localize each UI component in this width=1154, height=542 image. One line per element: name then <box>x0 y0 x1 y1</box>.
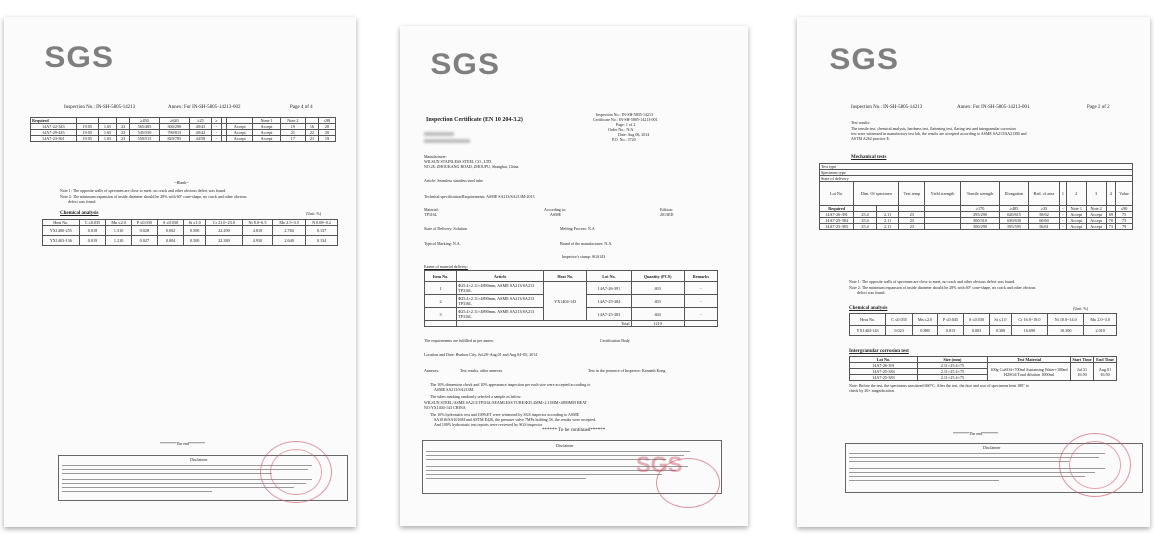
table-row: 3 Φ25.4×2.11×4890mm, ASME SA213/SA213 TP316L 14A7-25-383 404 - <box>425 308 718 321</box>
test-results-label: Test results: <box>851 120 871 125</box>
blank-marker: --Blank-- <box>174 180 189 185</box>
manufacturer-label: Manufacturer: <box>424 154 447 159</box>
material-value: TP316L <box>424 212 438 217</box>
bullet-3: The 10% hydrostatic test and 100%ET were witnessed by SGS inspector according to ASME <box>430 412 580 417</box>
table-row: 1 Φ25.4×2.11×4890mm, ASME SA213/SA213 TP316L YX1404-143 14A7-26-391 403 - <box>425 282 718 295</box>
sgs-logo: SGS <box>430 48 501 81</box>
certificate-number: Certificate No.: IN-SH-5805-14213-001 <box>593 117 658 122</box>
table-row: Required ≥450 ≥620 ≥25 ≥ None 1 Note 2 ≤98 <box>31 118 336 124</box>
certificate-date: Date: Aug 06, 2014 <box>618 132 650 137</box>
note-1: Note 1: The opposite walls of specimen are close to meet, no crack and other obvious defect was found. <box>60 188 227 193</box>
table-row: YX1400-255 0.018 1.310 0.028 0.002 0.500 22.290 4.810 2.760 0.137 <box>43 226 338 236</box>
chemical-analysis-title: Chemical analysis <box>849 306 888 311</box>
table-row: Test type <box>820 164 1133 170</box>
table-row: YX1403-136 0.019 1.210 0.027 0.004 0.500 22.380 4.930 2.640 0.134 <box>43 236 338 246</box>
manufacturer-address: NO.26. ZHOUKANG ROAD, ZHOUPU, Shanghai, China <box>424 164 519 169</box>
certificate-page-4 <box>4 17 356 527</box>
certificate-page-1 <box>400 26 748 526</box>
bullet-2-marking: WILSUN STEEL/ASME SA213/TP316L/SEAMLESS TUBE/Φ25.4MM×2.11MM×4890MM HEAT <box>424 400 588 405</box>
inspector-presence: Test in the presence of Inspector: Kenneth Kong <box>588 368 666 373</box>
table-row: Specimen type <box>820 170 1133 176</box>
inspection-number: Inspection No.: IN-SH-5805-14213 <box>851 105 923 110</box>
po-number: P.O. No.: 3720 <box>612 137 636 142</box>
extent-label: Extent of material delivery: <box>424 264 469 269</box>
table-row: Item No. Article Heat No. Lot No. Quantity (PCS) Remarks <box>425 271 718 282</box>
note-2-cont: defect was found. <box>857 290 886 295</box>
inspection-stamp <box>656 458 720 508</box>
bullet-2-marking-cont: NO:YX1404-143 CHINA <box>424 405 466 410</box>
certificate-title: Inspection Certificate (EN 10 204-3.2) <box>426 117 523 123</box>
redacted-text <box>424 139 470 143</box>
table-row: 14A7-25-383 25.4 2.11 23 300/290 595/595 56/61 - Accept Accept 73 79 <box>820 224 1133 230</box>
delivery-table <box>424 270 718 327</box>
inspector-stamp: Inspector's stamp: SGS143 <box>562 254 606 259</box>
inspection-number: Inspection No.: IN-SH-5805-14213 <box>64 105 136 110</box>
table-row: Total 1210 <box>425 321 718 327</box>
test-results-line-1: The tensile test, chemical analysis, hardness test, flattening test, flaring test and intergranular corrosion <box>851 126 1016 131</box>
end-marker: ********The end******** <box>160 441 205 446</box>
intergranular-title: Intergranular corrosion test <box>849 349 909 354</box>
bullet-3-cont: SA1016/SA1016M and ASTM E426, the pressure valve 7MPa holding 5S, the results were accepted. <box>434 417 596 422</box>
annexes-label: Annexes: <box>424 368 440 373</box>
chemical-table <box>849 313 1117 336</box>
page-number: Page 2 of 2 <box>1087 105 1110 110</box>
table-row: Lot No. Dim. Of specimen Test temp Yield strength Tensile strength Elongation Red. of area 1 2 3 4 Value <box>820 182 1133 206</box>
certification-body: Certification Body <box>600 338 630 343</box>
table-row: Required ≥170 ≥485 ≥35 - Note 1 Note 2 ≤90 <box>820 206 1133 212</box>
table-row: 14A7-29-425 19.05 1.65 23 545/550 790/815 40/42 - Accept Accept 21 22 20 <box>31 130 336 136</box>
manufacturer-name: WILSUN STAINLESS STEEL CO., LTD. <box>424 159 493 164</box>
mechanical-tests-title: Mechanical tests <box>851 155 887 160</box>
test-results-line-2: test were witnessed in manufactory test lab, the results are accepted according to ASME SA213/SA213M and <box>851 131 1027 136</box>
state-of-delivery: State of Delivery: Solution <box>424 226 467 231</box>
annex-reference: Annex: For IN-SH-5805-14213-002 <box>168 105 241 110</box>
page-number: Page 4 of 4 <box>290 105 313 110</box>
sgs-logo: SGS <box>829 43 900 76</box>
ic-note: Note: Before the test, the specimens sensitized 660°C. After the test, the face and root of specimens bent 180° to <box>849 383 1029 388</box>
table-row: Heat No. C ≤0.035 Mn ≤2.0 P ≤0.030 S ≤0.030 Si ≤1.0 Cr 21.0~23.0 Ni 8.0~6.5 Mo 2.5~3.5 N 0.08~0.2 <box>43 220 338 226</box>
melting-process: Melting Process: N.A <box>560 226 595 231</box>
disclaimer-title: Disclaimer <box>556 443 574 448</box>
test-results-line-3: ASTM A262 practice E. <box>851 136 890 141</box>
table-row: Heat No. C ≤0.035 Mn ≤2.0 P ≤0.045 S ≤0.030 Si ≤1.0 Cr 16.0~18.0 Ni 10.0~14.0 Mo 2.0~3.0 <box>850 314 1117 326</box>
sgs-watermark: SGS <box>636 452 683 477</box>
order-number: Order No.: N/A <box>608 127 634 132</box>
table-row: Lot No. Size (mm) Test Material Start Time End Time <box>850 357 1117 363</box>
according-value: ASME <box>550 212 562 217</box>
table-row: 14A7-26-391 2.11×25.4×75 100g CuSO4+700ml Sustaining Water+100ml H2SO4 Total dilution 1000ml Jul.31 16:50 Aug.01 16:50 <box>850 363 1117 369</box>
disclaimer-title: Disclaimer <box>190 457 208 462</box>
typical-marking: Typical Marking: N.A. <box>424 241 461 246</box>
requirements-fulfilled: The requirements are fulfilled as per annex: <box>424 338 494 343</box>
bullet-1-cont: ASME SA213/SA213M. <box>434 387 475 392</box>
edition-value: 2013ED <box>660 212 674 217</box>
material-label: Material: <box>424 207 439 212</box>
annex-reference: Annex: For IN-SH-5805-14213-001 <box>957 105 1030 110</box>
redacted-text <box>424 132 454 136</box>
table-row: 14A7-25-384 2.11×25.4×75 <box>850 369 1117 375</box>
table-row: State of delivery <box>820 176 1133 182</box>
intergranular-table <box>849 356 1117 381</box>
page-number: Page: 1 of 2 <box>616 122 636 127</box>
sgs-logo: SGS <box>44 41 115 74</box>
end-marker: ********The end******** <box>953 431 998 436</box>
mechanical-tests-table <box>819 163 1133 230</box>
table-row: 2 Φ25.4×2.11×4890mm, ASME SA213/SA213 TP316L 14A7-25-384 403 - <box>425 295 718 308</box>
certificate-page-2 <box>797 17 1150 527</box>
disclaimer-title: Disclaimer <box>983 445 1001 450</box>
note-2-cont: defect was found. <box>68 199 97 204</box>
inspection-number: Inspection No.: IN-SH-5805-14213 <box>596 112 653 117</box>
note-2: Note 2: The minimum expansion of inside diameter should be 28% with 60° cone-shape, no crack and other obvious <box>849 285 1036 290</box>
article: Article: Seamless stainless steel tube <box>424 178 483 183</box>
mechanical-results-table <box>30 117 336 142</box>
annexes-value: Test results, other annexes <box>460 368 503 373</box>
table-row: 14A7-25-383 2.11×25.4×75 <box>850 375 1117 381</box>
note-2: Note 2: The minimum expansion of inside diameter should be 28% with 60° cone-shape, no crack and other obvious <box>60 194 247 199</box>
table-row: 14A7-23-361 19.05 1.65 23 550/515 820/785 44/58 - Accept Accept 17 21 19 <box>31 136 336 142</box>
according-label: According to: <box>544 207 567 212</box>
table-row: YX1404-143 0.023 0.880 0.015 0.003 0.360 16.690 10.300 2.010 <box>850 326 1117 336</box>
bullet-1: The 10% dimension check and 10% appearance inspection per each size were accepted according to <box>430 382 591 387</box>
table-row: 14A7-25-384 25.4 2.11 23 300/310 630/630 60/60 - Accept Accept 70 73 <box>820 218 1133 224</box>
unit-label: (Unit: %) <box>306 211 322 216</box>
table-row: 14A7-22-343 19.05 1.65 23 565/485 300/290 40/43 - Accept Accept 19 16 20 <box>31 124 336 130</box>
table-row: 14A7-26-391 25.4 2.11 23 295/290 620/615 58/62 - Accept Accept 69 75 <box>820 212 1133 218</box>
to-be-continued: ****** To be continued****** <box>542 428 606 433</box>
ic-note-cont: check by 20× magnification. <box>849 388 895 393</box>
manufacturer-brand: Brand of the manufacturer: N.A. <box>560 241 613 246</box>
chemical-table <box>42 219 338 246</box>
unit-label: (Unit: %) <box>1073 306 1089 311</box>
edition-label: Edition: <box>660 207 673 212</box>
chemical-analysis-title: Chemical analysis <box>60 211 99 216</box>
bullet-3-cont2: And 100% hydrostatic test reports were reviewed by SGS inspector. <box>434 422 543 427</box>
location-date: Location and Date: Huzhou City, Jul.28~Aug.01 and Aug.04~05, 2014 <box>424 352 538 357</box>
bullet-2: The tubes marking randomly selected a sample as below: <box>430 394 522 399</box>
note-1: Note 1: The opposite walls of specimen are close to meet, no crack and other obvious defect was found. <box>849 279 1016 284</box>
technical-spec: Technical specification/Requirements: ASME SA213/SA213M-2013 <box>424 194 535 199</box>
